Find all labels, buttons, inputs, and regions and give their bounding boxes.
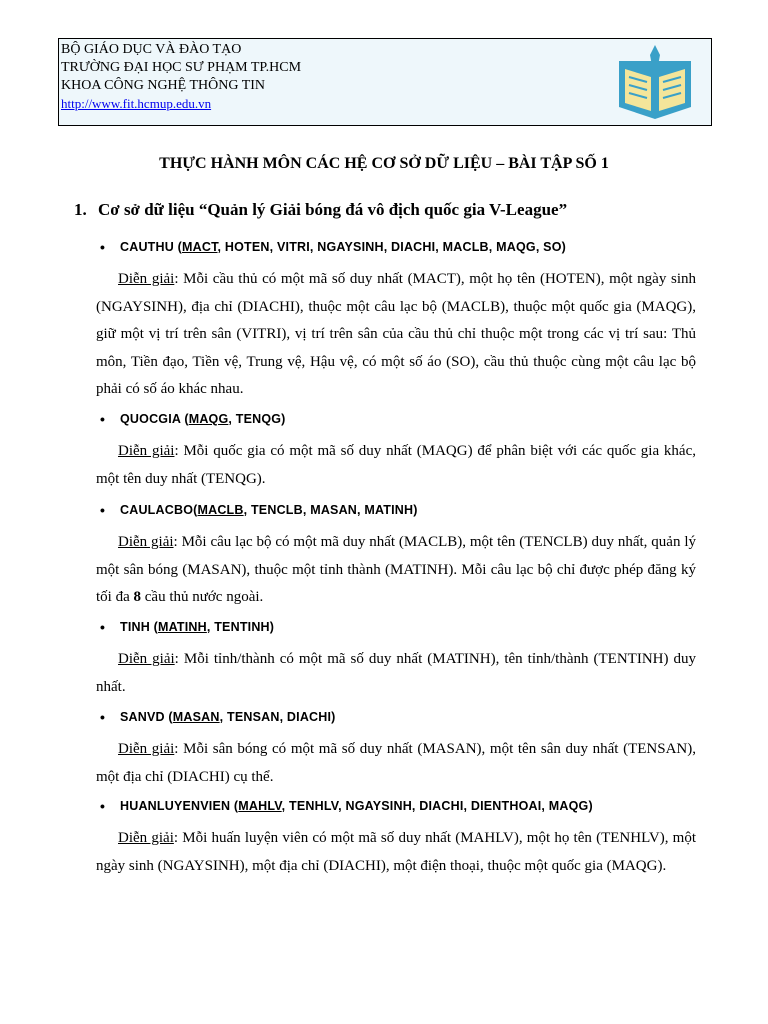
entity-sanvd bbox=[96, 704, 696, 791]
bullet-icon: • bbox=[100, 239, 106, 255]
bullet-icon: • bbox=[100, 502, 106, 518]
description-text: : Mỗi cầu thủ có một mã số duy nhất (MACT), một họ tên (HOTEN), một ngày sinh (NGAYSINH), địa chỉ (DIACHI), thuộc một câu lạc bộ (MACLB), thuộc một quốc gia (MAQG), giữ một vị trí trên sân (VITRI), vị trí trên sân của cầu thủ chỉ thuộc một trong các vị trí sau: Thủ môn, Tiền đạo, Tiền vệ, Trung vệ, Hậu vệ, có một số áo (SO), cầu thủ thuộc cùng một câu lạc bộ phải có số áo khác nhau. bbox=[96, 271, 696, 397]
bullet-icon: • bbox=[100, 709, 106, 725]
relation-attributes: , HOTEN, VITRI, NGAYSINH, DIACHI, MACLB, MAQG, SO) bbox=[217, 240, 566, 254]
bullet-icon: • bbox=[100, 411, 106, 427]
faculty-website-link[interactable]: http://www.fit.hcmup.edu.vn bbox=[61, 96, 212, 111]
entity-quocgia bbox=[96, 406, 696, 493]
bullet-icon: • bbox=[100, 619, 106, 635]
primary-key: MAQG bbox=[188, 412, 229, 426]
entity-cauthu bbox=[96, 234, 696, 404]
header-text bbox=[61, 41, 301, 114]
relation-name: TINH ( bbox=[120, 620, 158, 634]
university-logo bbox=[613, 41, 697, 125]
description-label: Diễn giải bbox=[118, 651, 175, 667]
schema-line bbox=[96, 704, 696, 730]
header-box bbox=[58, 38, 712, 126]
primary-key: MACT bbox=[182, 240, 218, 254]
bullet-icon: • bbox=[100, 798, 106, 814]
description bbox=[96, 825, 696, 880]
ministry-name: BỘ GIÁO DỤC VÀ ĐÀO TẠO bbox=[61, 42, 242, 57]
relation-attributes: , TENSAN, DIACHI) bbox=[219, 710, 336, 724]
primary-key: MATINH bbox=[158, 620, 207, 634]
description-label: Diễn giải bbox=[118, 830, 174, 846]
schema-line bbox=[96, 614, 696, 640]
relation-name: SANVD ( bbox=[120, 710, 173, 724]
relation-name: QUOCGIA ( bbox=[120, 412, 189, 426]
section-heading bbox=[74, 200, 567, 220]
description-label: Diễn giải bbox=[118, 271, 175, 287]
max-foreign-players: 8 bbox=[133, 589, 141, 605]
relation-name: CAUTHU ( bbox=[120, 240, 183, 254]
relation-name: CAULACBO( bbox=[120, 503, 198, 517]
schema-line bbox=[96, 793, 696, 819]
description-text: : Mỗi sân bóng có một mã số duy nhất (MASAN), một tên sân duy nhất (TENSAN), một địa chỉ (DIACHI) cụ thể. bbox=[96, 741, 696, 785]
description-text: : Mỗi huấn luyện viên có một mã số duy nhất (MAHLV), một họ tên (TENHLV), một ngày sinh (NGAYSINH), một địa chỉ (DIACHI), một điện thoại, thuộc một quốc gia (MAQG). bbox=[96, 830, 696, 874]
description bbox=[96, 736, 696, 791]
description bbox=[96, 266, 696, 404]
description bbox=[96, 438, 696, 493]
relation-attributes: , TENTINH) bbox=[206, 620, 275, 634]
schema-line bbox=[96, 497, 696, 523]
description-label: Diễn giải bbox=[118, 741, 175, 757]
primary-key: MACLB bbox=[197, 503, 244, 517]
relation-attributes: , TENQG) bbox=[228, 412, 286, 426]
entity-tinh bbox=[96, 614, 696, 701]
description-text-end: cầu thủ nước ngoài. bbox=[141, 589, 264, 605]
document-title: THỰC HÀNH MÔN CÁC HỆ CƠ SỞ DỮ LIỆU – BÀI TẬP SỐ 1 bbox=[159, 155, 609, 172]
relation-attributes: , TENCLB, MASAN, MATINH) bbox=[243, 503, 418, 517]
description bbox=[96, 646, 696, 701]
relation-attributes: , TENHLV, NGAYSINH, DIACHI, DIENTHOAI, MAQG) bbox=[281, 799, 593, 813]
university-name: TRƯỜNG ĐẠI HỌC SƯ PHẠM TP.HCM bbox=[61, 60, 302, 75]
description-text: : Mỗi tỉnh/thành có một mã số duy nhất (MATINH), tên tỉnh/thành (TENTINH) duy nhất. bbox=[96, 651, 696, 695]
entity-huanluyenvien bbox=[96, 793, 696, 880]
relation-name: HUANLUYENVIEN ( bbox=[120, 799, 239, 813]
faculty-name: KHOA CÔNG NGHỆ THÔNG TIN bbox=[61, 78, 266, 93]
section-number: 1. bbox=[74, 200, 87, 219]
entity-caulacbo bbox=[96, 497, 696, 612]
description bbox=[96, 529, 696, 612]
description-label: Diễn giải bbox=[118, 534, 174, 550]
description-label: Diễn giải bbox=[118, 443, 175, 459]
description-text: : Mỗi câu lạc bộ có một mã duy nhất (MACLB), một tên (TENCLB) duy nhất, quản lý một sân bóng (MASAN), thuộc một tỉnh thành (MATINH). Mỗi câu lạc bộ chỉ được phép đăng ký tối đa bbox=[96, 534, 696, 605]
section-title: Cơ sở dữ liệu “Quản lý Giải bóng đá vô địch quốc gia V-League” bbox=[98, 200, 568, 219]
primary-key: MAHLV bbox=[238, 799, 282, 813]
primary-key: MASAN bbox=[172, 710, 220, 724]
schema-line bbox=[96, 406, 696, 432]
description-text: : Mỗi quốc gia có một mã số duy nhất (MAQG) để phân biệt với các quốc gia khác, một tên duy nhất (TENQG). bbox=[96, 443, 696, 487]
schema-line bbox=[96, 234, 696, 260]
